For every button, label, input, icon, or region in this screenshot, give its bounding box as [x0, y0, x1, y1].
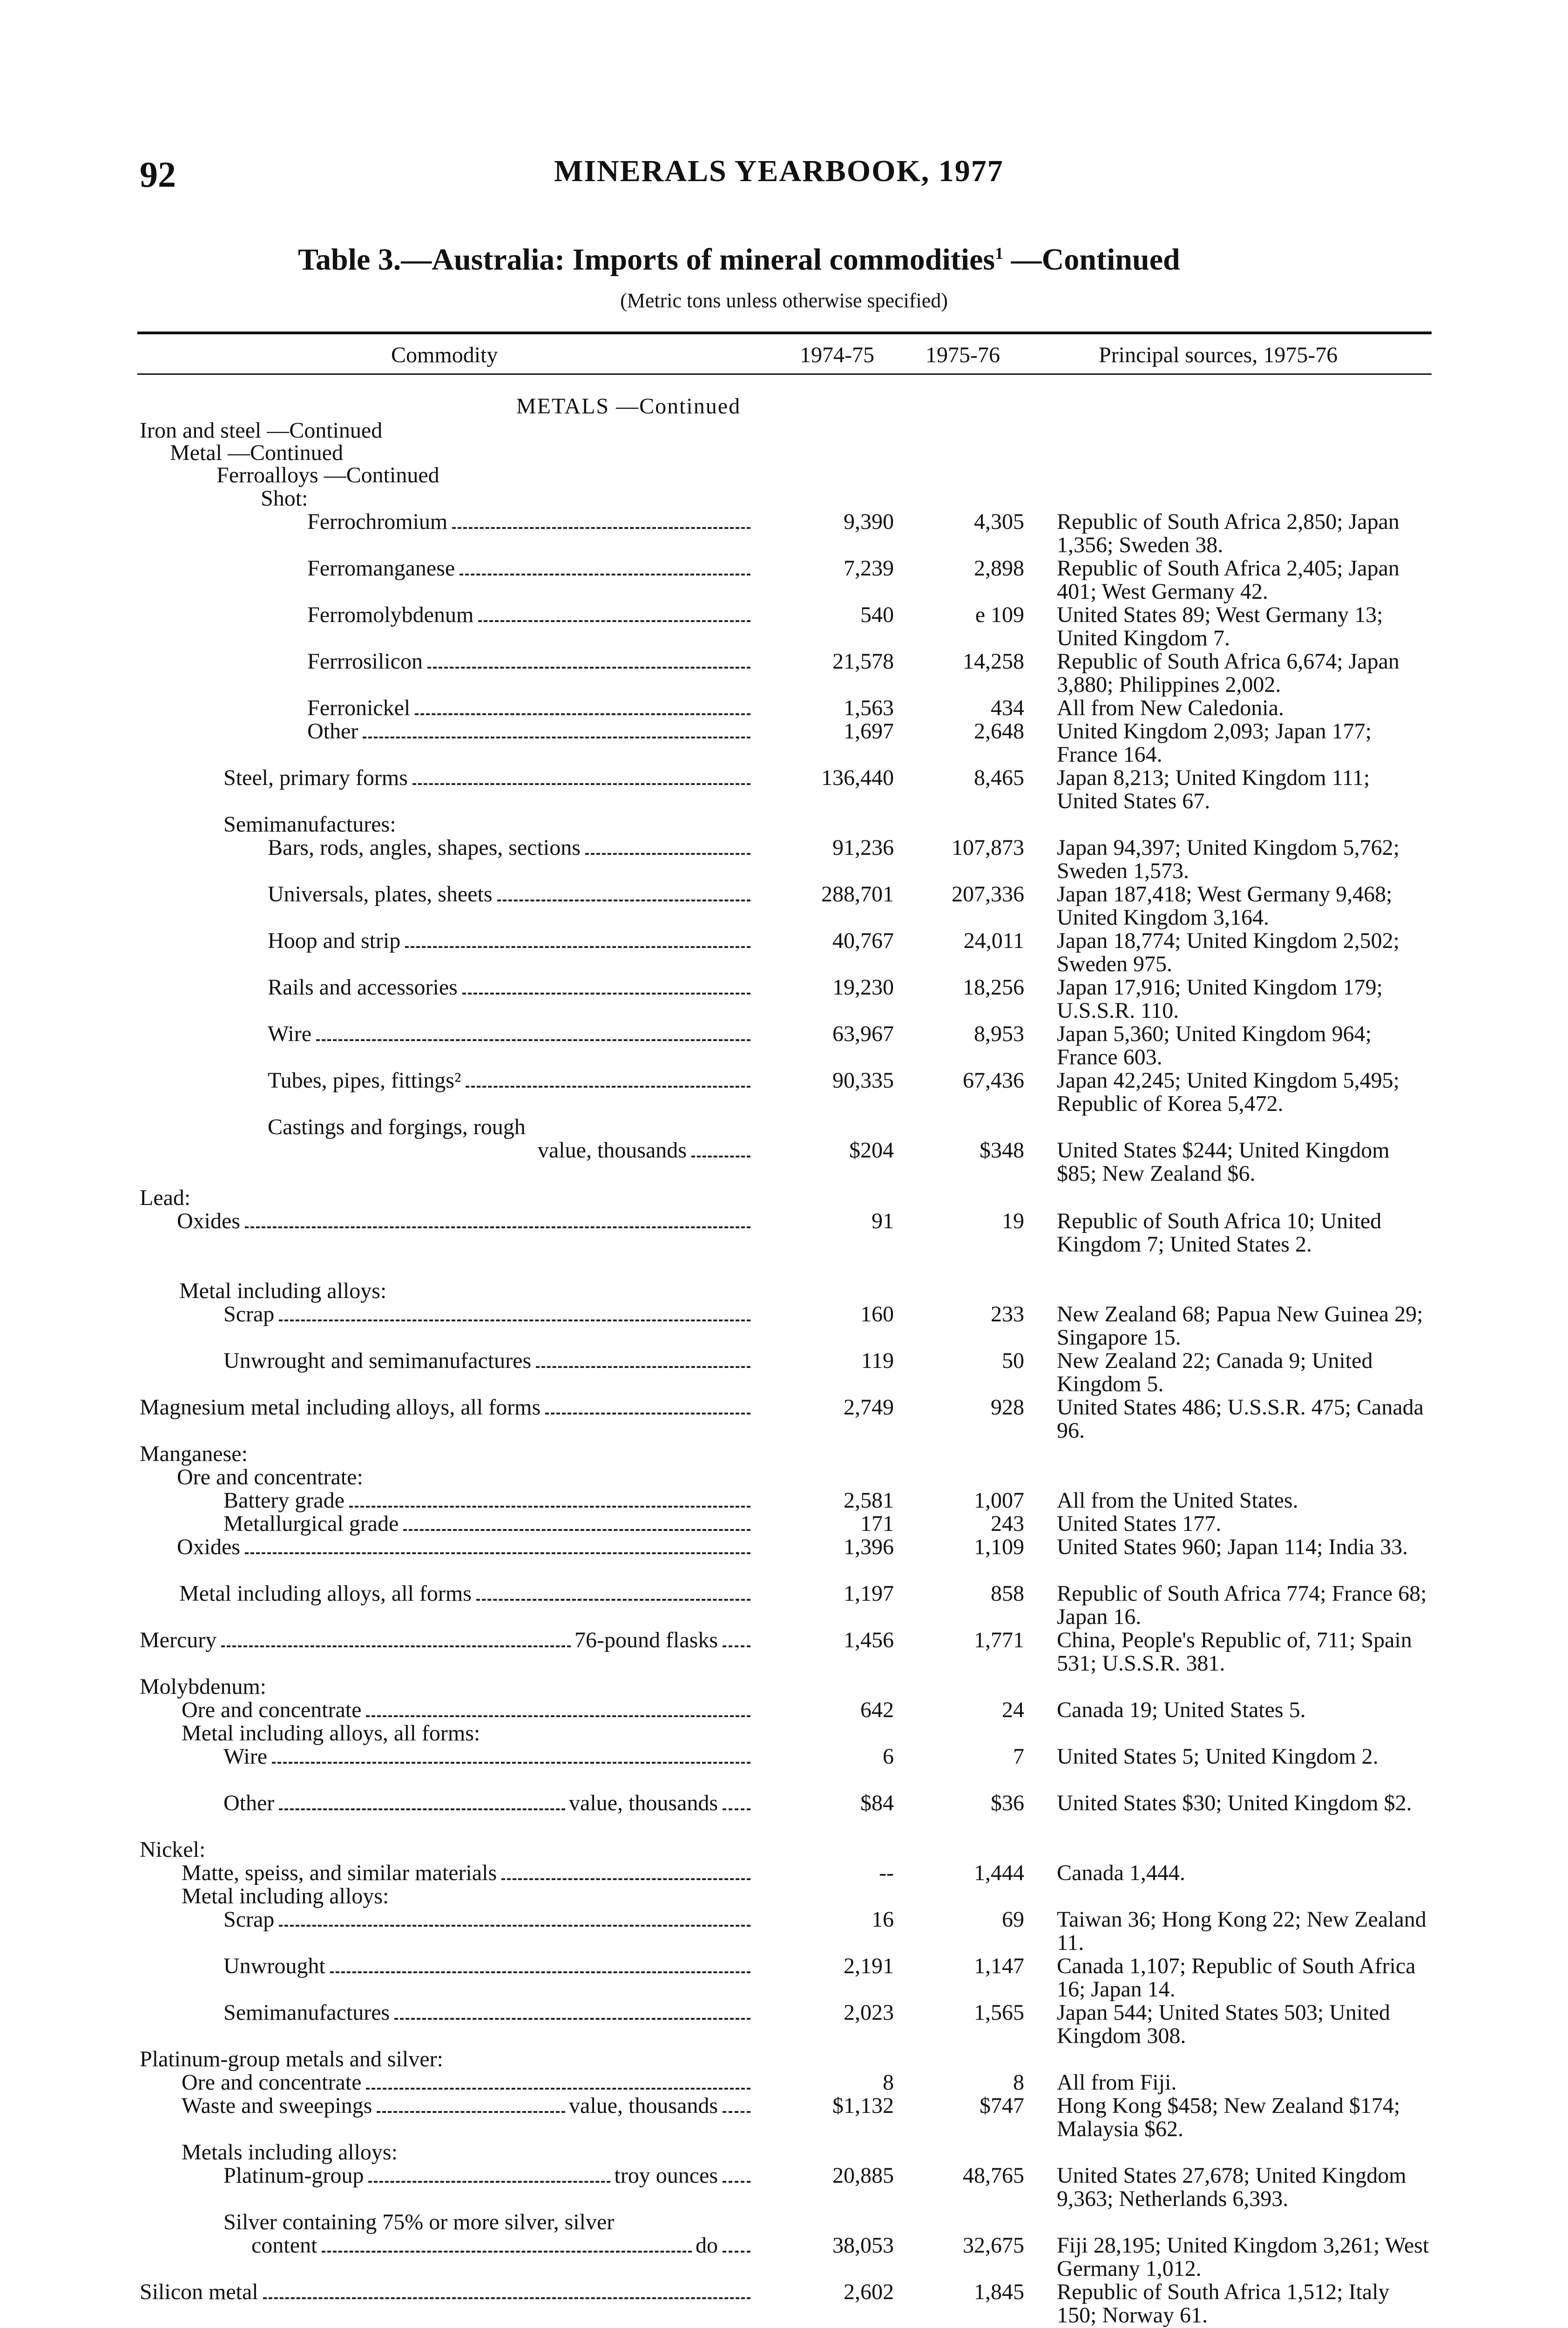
- value-1974-75: 1,197: [844, 1581, 894, 1606]
- row-label: [182, 1722, 480, 1745]
- row-label: [140, 1675, 266, 1699]
- row-label-text: Metal including alloys:: [182, 1884, 389, 1908]
- value-1975-76: $36: [991, 1791, 1024, 1815]
- principal-sources: Japan 8,213; United Kingdom 111; United States 67.: [1057, 765, 1370, 813]
- value-1975-76: 8: [1013, 2070, 1024, 2095]
- leader-dots: [452, 527, 750, 529]
- value-1975-76: 7: [1013, 1744, 1024, 1769]
- row-label: [223, 2001, 754, 2024]
- leader-dots: [723, 1808, 750, 1810]
- value-1974-75: 136,440: [821, 765, 894, 790]
- row-label-text: Metal —Continued: [170, 440, 343, 465]
- value-1975-76: 1,444: [974, 1861, 1024, 1885]
- leader-dots: [585, 853, 750, 855]
- row-label: [223, 1955, 754, 1978]
- value-1975-76: 50: [1002, 1348, 1024, 1373]
- row-label-text: Platinum-group: [223, 2163, 364, 2188]
- row-label-text: Other: [223, 1791, 275, 1815]
- leader-dots: [723, 2181, 750, 2183]
- row-label: [268, 1069, 754, 1092]
- row-label: [140, 1838, 205, 1861]
- value-1974-75: --: [879, 1861, 894, 1885]
- table-title-text: Table 3.—Australia: Imports of mineral commodities: [298, 243, 995, 277]
- principal-sources: Republic of South Africa 6,674; Japan 3,880; Philippines 2,002.: [1057, 649, 1399, 697]
- value-1974-75: 21,578: [832, 649, 894, 674]
- row-label-text: Universals, plates, sheets: [268, 882, 493, 907]
- running-title: MINERALS YEARBOOK, 1977: [554, 154, 1004, 188]
- value-1974-75: 1,396: [844, 1535, 894, 1559]
- row-label-text: Wire: [223, 1744, 268, 1769]
- value-1974-75: 19,230: [832, 975, 894, 1000]
- leader-dots: [545, 1413, 750, 1414]
- value-1975-76: 2,648: [974, 719, 1024, 744]
- row-label: [307, 697, 754, 720]
- value-1974-75: 9,390: [844, 509, 894, 534]
- row-label-text: Ferromanganese: [307, 556, 455, 581]
- row-label-text: Ore and concentrate: [182, 2070, 362, 2095]
- row-label: [182, 1699, 754, 1722]
- leader-dots: [691, 1156, 750, 1157]
- value-1975-76: 2,898: [974, 556, 1024, 581]
- row-label-text: Hoop and strip: [268, 928, 401, 953]
- row-label-text: Unwrought and semimanufactures: [223, 1348, 532, 1373]
- leader-dots: [405, 946, 750, 948]
- value-1974-75: 90,335: [832, 1068, 894, 1093]
- row-label-text: Shot:: [261, 486, 308, 511]
- leader-dots: [403, 1529, 750, 1531]
- principal-sources: New Zealand 22; Canada 9; United Kingdom 5.: [1057, 1348, 1373, 1396]
- row-label: [223, 1489, 754, 1512]
- value-1974-75: 63,967: [832, 1022, 894, 1046]
- row-label: [307, 557, 754, 580]
- value-1974-75: 1,697: [844, 719, 894, 744]
- leader-dots: [723, 2251, 750, 2253]
- principal-sources: Canada 19; United States 5.: [1057, 1698, 1306, 1722]
- leader-dots: [279, 1320, 750, 1321]
- value-1975-76: 1,771: [974, 1628, 1024, 1652]
- row-label: [268, 976, 754, 999]
- principal-sources: China, People's Republic of, 711; Spain 531; U.S.S.R. 381.: [1057, 1628, 1412, 1676]
- row-label-text: Iron and steel —Continued: [140, 418, 383, 443]
- principal-sources: Republic of South Africa 2,850; Japan 1,356; Sweden 38.: [1057, 509, 1399, 557]
- leader-dots: [316, 1039, 750, 1041]
- row-label: [182, 2141, 398, 2164]
- table-subtitle: (Metric tons unless otherwise specified): [620, 289, 948, 312]
- row-label: [223, 1349, 754, 1373]
- row-label-text: Ferroalloys —Continued: [216, 463, 439, 487]
- value-1975-76: 8,465: [974, 765, 1024, 790]
- row-unit: troy ounces: [614, 2163, 718, 2188]
- value-1974-75: 119: [861, 1348, 894, 1373]
- leader-dots: [415, 713, 750, 715]
- value-1974-75: 288,701: [821, 882, 894, 907]
- value-1974-75: 2,581: [844, 1488, 894, 1513]
- column-header-commodity: Commodity: [391, 343, 498, 367]
- row-label-text: Steel, primary forms: [223, 765, 408, 790]
- principal-sources: Japan 5,360; United Kingdom 964; France 603.: [1057, 1022, 1372, 1069]
- row-label-text: Scrap: [223, 1907, 275, 1932]
- principal-sources: Republic of South Africa 1,512; Italy 150; Norway 61.: [1057, 2280, 1390, 2328]
- principal-sources: All from the United States.: [1057, 1488, 1298, 1513]
- value-1974-75: 8: [883, 2070, 894, 2095]
- principal-sources: All from New Caledonia.: [1057, 696, 1284, 720]
- row-label-text: Other: [307, 719, 358, 744]
- row-unit: value, thousands: [569, 1791, 718, 1815]
- leader-dots: [536, 1366, 750, 1368]
- row-label: [223, 813, 396, 836]
- row-label: [223, 2211, 614, 2234]
- row-label-text: Ferromolybdenum: [307, 602, 474, 627]
- row-label-text: Ferrochromium: [307, 509, 448, 534]
- value-1975-76: 928: [991, 1395, 1024, 1420]
- row-label: [170, 441, 343, 465]
- principal-sources: United States 960; Japan 114; India 33.: [1057, 1535, 1408, 1559]
- section-header: METALS —Continued: [516, 394, 741, 419]
- leader-dots: [377, 2111, 565, 2113]
- table-title: [298, 242, 1276, 277]
- value-1975-76: 243: [991, 1511, 1024, 1536]
- row-label: [140, 1629, 754, 1652]
- principal-sources: United States 27,678; United Kingdom 9,363; Netherlands 6,393.: [1057, 2163, 1406, 2211]
- column-header-1975-76: 1975-76: [926, 343, 1000, 367]
- leader-dots: [427, 667, 750, 669]
- leader-dots: [279, 1925, 750, 1927]
- value-1974-75: $204: [849, 1138, 894, 1163]
- principal-sources: Japan 94,397; United Kingdom 5,762; Sweden 1,573.: [1057, 835, 1399, 883]
- principal-sources: Japan 544; United States 503; United Kingdom 308.: [1057, 2000, 1390, 2048]
- value-1975-76: 24: [1002, 1698, 1024, 1722]
- value-1974-75: 6: [883, 1744, 894, 1769]
- row-label: [261, 487, 308, 510]
- leader-dots: [723, 2111, 750, 2113]
- principal-sources: United States $30; United Kingdom $2.: [1057, 1791, 1412, 1815]
- value-1974-75: 2,749: [844, 1395, 894, 1420]
- value-1974-75: 642: [860, 1698, 894, 1722]
- row-label: [140, 1396, 754, 1419]
- value-1975-76: 207,336: [952, 882, 1024, 907]
- value-1975-76: 1,147: [974, 1954, 1024, 1978]
- row-label: [179, 1582, 754, 1605]
- value-1974-75: 16: [872, 1907, 894, 1932]
- row-label: [223, 1792, 754, 1815]
- row-label-text: Lead:: [140, 1185, 191, 1210]
- column-header-sources: Principal sources, 1975-76: [1099, 343, 1338, 367]
- principal-sources: Republic of South Africa 2,405; Japan 401; West Germany 42.: [1057, 556, 1399, 604]
- leader-dots: [366, 1715, 750, 1717]
- row-unit: do: [696, 2233, 718, 2258]
- value-1975-76: e 109: [975, 602, 1024, 627]
- row-label: [182, 1885, 389, 1908]
- row-label: [140, 2048, 443, 2071]
- principal-sources: United States 89; West Germany 13; United Kingdom 7.: [1057, 602, 1383, 650]
- value-1974-75: 540: [860, 602, 894, 627]
- leader-dots: [363, 737, 750, 738]
- value-1974-75: 171: [860, 1511, 894, 1536]
- row-label: [140, 419, 382, 442]
- value-1974-75: 91,236: [832, 835, 894, 860]
- principal-sources: New Zealand 68; Papua New Guinea 29; Singapore 15.: [1057, 1302, 1423, 1350]
- row-label-text: Magnesium metal including alloys, all forms: [140, 1395, 541, 1420]
- principal-sources: Hong Kong $458; New Zealand $174; Malaysia $62.: [1057, 2093, 1400, 2141]
- page-number: 92: [140, 154, 176, 195]
- row-label: [268, 836, 754, 859]
- principal-sources: United States 177.: [1057, 1511, 1222, 1536]
- leader-dots: [245, 1552, 750, 1554]
- principal-sources: Republic of South Africa 774; France 68; Japan 16.: [1057, 1581, 1427, 1629]
- row-label-text: Metallurgical grade: [223, 1511, 399, 1536]
- leader-dots: [394, 2018, 750, 2020]
- value-1975-76: 434: [991, 696, 1024, 720]
- value-1974-75: 2,602: [844, 2280, 894, 2304]
- top-rule: [137, 332, 1432, 334]
- leader-dots: [412, 783, 750, 785]
- row-label: [223, 2164, 754, 2187]
- row-label-text: Manganese:: [140, 1441, 248, 1466]
- row-label: [307, 510, 754, 534]
- leader-dots: [279, 1808, 565, 1810]
- leader-dots: [245, 1226, 750, 1228]
- leader-dots: [368, 2181, 610, 2183]
- principal-sources: All from Fiji.: [1057, 2070, 1177, 2095]
- row-label: [140, 1186, 190, 1210]
- leader-dots: [221, 1645, 571, 1647]
- leader-dots: [478, 620, 750, 622]
- row-unit: 76-pound flasks: [574, 1628, 718, 1652]
- row-label-text: Platinum-group metals and silver:: [140, 2047, 443, 2071]
- principal-sources: Fiji 28,195; United Kingdom 3,261; West Germany 1,012.: [1057, 2233, 1429, 2281]
- value-1975-76: 233: [991, 1302, 1024, 1326]
- row-label: [307, 720, 754, 743]
- leader-dots: [330, 1971, 750, 1973]
- row-label-text: Metals including alloys:: [182, 2140, 398, 2165]
- value-1974-75: 7,239: [844, 556, 894, 581]
- row-label-text: Metal including alloys:: [179, 1279, 387, 1303]
- principal-sources: Canada 1,444.: [1057, 1861, 1185, 1885]
- row-label: [251, 2234, 754, 2257]
- principal-sources: Japan 187,418; West Germany 9,468; United Kingdom 3,164.: [1057, 882, 1392, 930]
- row-label-text: Ferronickel: [307, 696, 411, 720]
- value-1974-75: 2,023: [844, 2000, 894, 2025]
- row-label-text: Bars, rods, angles, shapes, sections: [268, 835, 581, 860]
- row-label: [182, 1861, 754, 1885]
- row-label: [179, 1279, 386, 1303]
- value-1974-75: 2,191: [844, 1954, 894, 1978]
- principal-sources: United Kingdom 2,093; Japan 177; France 164.: [1057, 719, 1372, 767]
- leader-dots: [460, 574, 750, 575]
- row-label-text: Oxides: [177, 1209, 240, 1233]
- row-label-text: Nickel:: [140, 1837, 206, 1862]
- value-1975-76: 8,953: [974, 1022, 1024, 1046]
- row-label: [268, 1022, 754, 1046]
- leader-dots: [723, 1645, 750, 1647]
- value-1975-76: 1,007: [974, 1488, 1024, 1513]
- row-label-text: Ferrrosilicon: [307, 649, 423, 674]
- row-label-text: Ore and concentrate: [182, 1698, 362, 1722]
- row-label-text: Unwrought: [223, 1954, 325, 1978]
- row-label-text: Semimanufactures: [223, 2000, 390, 2025]
- leader-dots: [497, 900, 750, 901]
- principal-sources: Republic of South Africa 10; United Kingdom 7; United States 2.: [1057, 1209, 1382, 1257]
- row-label-text: Silicon metal: [140, 2280, 258, 2304]
- value-1974-75: 1,563: [844, 696, 894, 720]
- row-label-text: Matte, speiss, and similar materials: [182, 1861, 497, 1885]
- row-label-text: Ore and concentrate:: [177, 1465, 363, 1489]
- value-1974-75: 1,456: [844, 1628, 894, 1652]
- row-label: [223, 766, 754, 790]
- principal-sources: Japan 17,916; United Kingdom 179; U.S.S.R. 110.: [1057, 975, 1383, 1023]
- row-label-text: Molybdenum:: [140, 1674, 266, 1699]
- principal-sources: United States 5; United Kingdom 2.: [1057, 1744, 1379, 1769]
- row-label-text: Castings and forgings, rough: [268, 1115, 526, 1139]
- value-1975-76: 48,765: [963, 2163, 1024, 2188]
- row-label-text: content: [251, 2233, 318, 2258]
- row-label-text: Semimanufactures:: [223, 812, 396, 837]
- table-title-footnote-mark: 1: [995, 244, 1004, 263]
- row-label: [223, 1512, 754, 1536]
- row-label-text: Oxides: [177, 1535, 240, 1559]
- row-label-text: Metal including alloys, all forms: [179, 1581, 472, 1606]
- value-1975-76: 1,845: [974, 2280, 1024, 2304]
- value-1974-75: $84: [860, 1791, 894, 1815]
- row-label-text: Battery grade: [223, 1488, 345, 1513]
- principal-sources: United States $244; United Kingdom $85; New Zealand $6.: [1057, 1138, 1390, 1186]
- leader-dots: [263, 2297, 750, 2299]
- row-unit: value, thousands: [569, 2093, 718, 2118]
- row-label-text: Wire: [268, 1022, 312, 1046]
- value-1974-75: 20,885: [832, 2163, 894, 2188]
- leader-dots: [466, 1086, 750, 1088]
- row-label: [177, 1536, 754, 1559]
- row-label: [140, 2281, 754, 2304]
- row-label-text: Tubes, pipes, fittings²: [268, 1068, 461, 1093]
- value-1975-76: 858: [991, 1581, 1024, 1606]
- principal-sources: Canada 1,107; Republic of South Africa 16; Japan 14.: [1057, 1954, 1416, 2002]
- value-1975-76: 24,011: [963, 928, 1024, 953]
- value-1975-76: 14,258: [963, 649, 1024, 674]
- row-label: [538, 1139, 754, 1162]
- row-label: [216, 464, 439, 487]
- table-title-suffix: —Continued: [1003, 243, 1180, 277]
- value-1975-76: 32,675: [963, 2233, 1024, 2258]
- row-label-text: Scrap: [223, 1302, 275, 1326]
- leader-dots: [501, 1878, 750, 1880]
- row-label: [140, 1442, 248, 1466]
- row-label: [307, 650, 754, 673]
- value-1975-76: $747: [980, 2093, 1024, 2118]
- value-1974-75: 40,767: [832, 928, 894, 953]
- principal-sources: United States 486; U.S.S.R. 475; Canada 96.: [1057, 1395, 1424, 1443]
- principal-sources: Japan 18,774; United Kingdom 2,502; Sweden 975.: [1057, 928, 1399, 976]
- row-label-text: value, thousands: [538, 1138, 687, 1163]
- value-1975-76: 1,109: [974, 1535, 1024, 1559]
- row-label: [268, 929, 754, 953]
- leader-dots: [349, 1506, 750, 1508]
- row-label-text: Waste and sweepings: [182, 2093, 372, 2118]
- row-label-text: Mercury: [140, 1628, 217, 1652]
- row-label-text: Rails and accessories: [268, 975, 458, 1000]
- row-label: [182, 2094, 754, 2118]
- row-label: [223, 1745, 754, 1768]
- row-label: [177, 1466, 363, 1489]
- row-label: [223, 1303, 754, 1326]
- value-1975-76: 107,873: [952, 835, 1024, 860]
- row-label: [223, 1908, 754, 1931]
- value-1975-76: 1,565: [974, 2000, 1024, 2025]
- principal-sources: Japan 42,245; United Kingdom 5,495; Republic of Korea 5,472.: [1057, 1068, 1399, 1116]
- value-1974-75: $1,132: [832, 2093, 894, 2118]
- value-1975-76: 67,436: [963, 1068, 1024, 1093]
- header-rule: [137, 373, 1432, 375]
- row-label-text: Metal including alloys, all forms:: [182, 1721, 480, 1746]
- leader-dots: [366, 2088, 750, 2090]
- row-label: [177, 1210, 754, 1233]
- row-label: [268, 883, 754, 906]
- value-1974-75: 91: [872, 1209, 894, 1233]
- leader-dots: [462, 993, 750, 995]
- column-header-1974-75: 1974-75: [800, 343, 874, 367]
- value-1974-75: 160: [860, 1302, 894, 1326]
- value-1975-76: 18,256: [963, 975, 1024, 1000]
- row-label: [182, 2071, 754, 2094]
- row-label: [307, 603, 754, 627]
- row-label: [268, 1116, 526, 1139]
- value-1974-75: 38,053: [832, 2233, 894, 2258]
- value-1975-76: 4,305: [974, 509, 1024, 534]
- row-label-text: Silver containing 75% or more silver, silver: [223, 2210, 615, 2234]
- principal-sources: Taiwan 36; Hong Kong 22; New Zealand 11.: [1057, 1907, 1426, 1955]
- value-1975-76: 69: [1002, 1907, 1024, 1932]
- leader-dots: [272, 1762, 750, 1764]
- leader-dots: [476, 1599, 750, 1601]
- leader-dots: [322, 2251, 692, 2253]
- value-1975-76: 19: [1002, 1209, 1024, 1233]
- value-1975-76: $348: [980, 1138, 1024, 1163]
